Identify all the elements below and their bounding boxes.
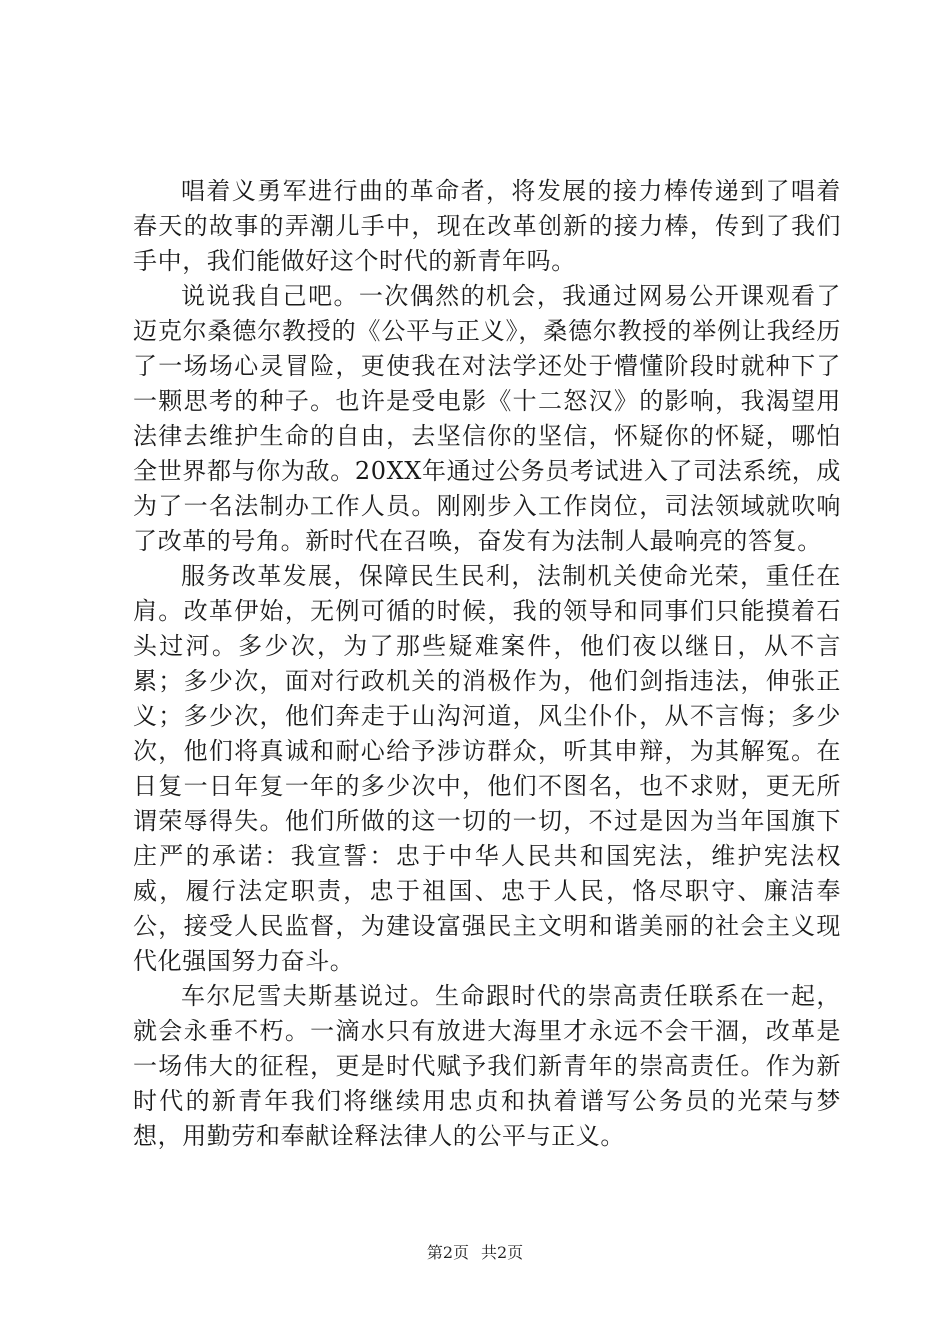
paragraph-1: 唱着义勇军进行曲的革命者，将发展的接力棒传递到了唱着春天的故事的弄潮儿手中，现在改革创新的接力棒，传到了我们手中，我们能做好这个时代的新青年吗。 [133, 177, 841, 275]
page-total: 共2页 [481, 1243, 524, 1262]
page-number: 第2页 [426, 1243, 469, 1262]
page-footer [0, 1243, 950, 1263]
paragraph-4: 车尔尼雪夫斯基说过。生命跟时代的崇高责任联系在一起，就会永垂不朽。一滴水只有放进大海里才永远不会干涸，改革是一场伟大的征程，更是时代赋予我们新青年的崇高责任。作为新时代的新青年我们将继续用忠贞和执着谱写公务员的光荣与梦想，用勤劳和奉献诠释法律人的公平与正义。 [133, 982, 841, 1150]
paragraph-3: 服务改革发展，保障民生民利，法制机关使命光荣，重任在肩。改革伊始，无例可循的时候，我的领导和同事们只能摸着石头过河。多少次，为了那些疑难案件，他们夜以继日，从不言累；多少次，面对行政机关的消极作为，他们剑指违法，伸张正义；多少次，他们奔走于山沟河道，风尘仆仆，从不言悔；多少次，他们将真诚和耐心给予涉访群众，听其申辩，为其解冤。在日复一日年复一年的多少次中，他们不图名，也不求财，更无所谓荣辱得失。他们所做的这一切的一切，不过是因为当年国旗下庄严的承诺：我宣誓：忠于中华人民共和国宪法，维护宪法权威，履行法定职责，忠于祖国、忠于人民，恪尽职守、廉洁奉公，接受人民监督，为建设富强民主文明和谐美丽的社会主义现代化强国努力奋斗。 [133, 562, 841, 975]
paragraph-2: 说说我自己吧。一次偶然的机会，我通过网易公开课观看了迈克尔桑德尔教授的《公平与正义》，桑德尔教授的举例让我经历了一场场心灵冒险，更使我在对法学还处于懵懂阶段时就种下了一颗思考的种子。也许是受电影《十二怒汉》的影响，我渴望用法律去维护生命的自由，去坚信你的坚信，怀疑你的怀疑，哪怕全世界都与你为敌。20XX年通过公务员考试进入了司法系统，成为了一名法制办工作人员。刚刚步入工作岗位，司法领域就吹响了改革的号角。新时代在召唤，奋发有为法制人最响亮的答复。 [133, 282, 841, 555]
document-body [133, 174, 841, 1154]
